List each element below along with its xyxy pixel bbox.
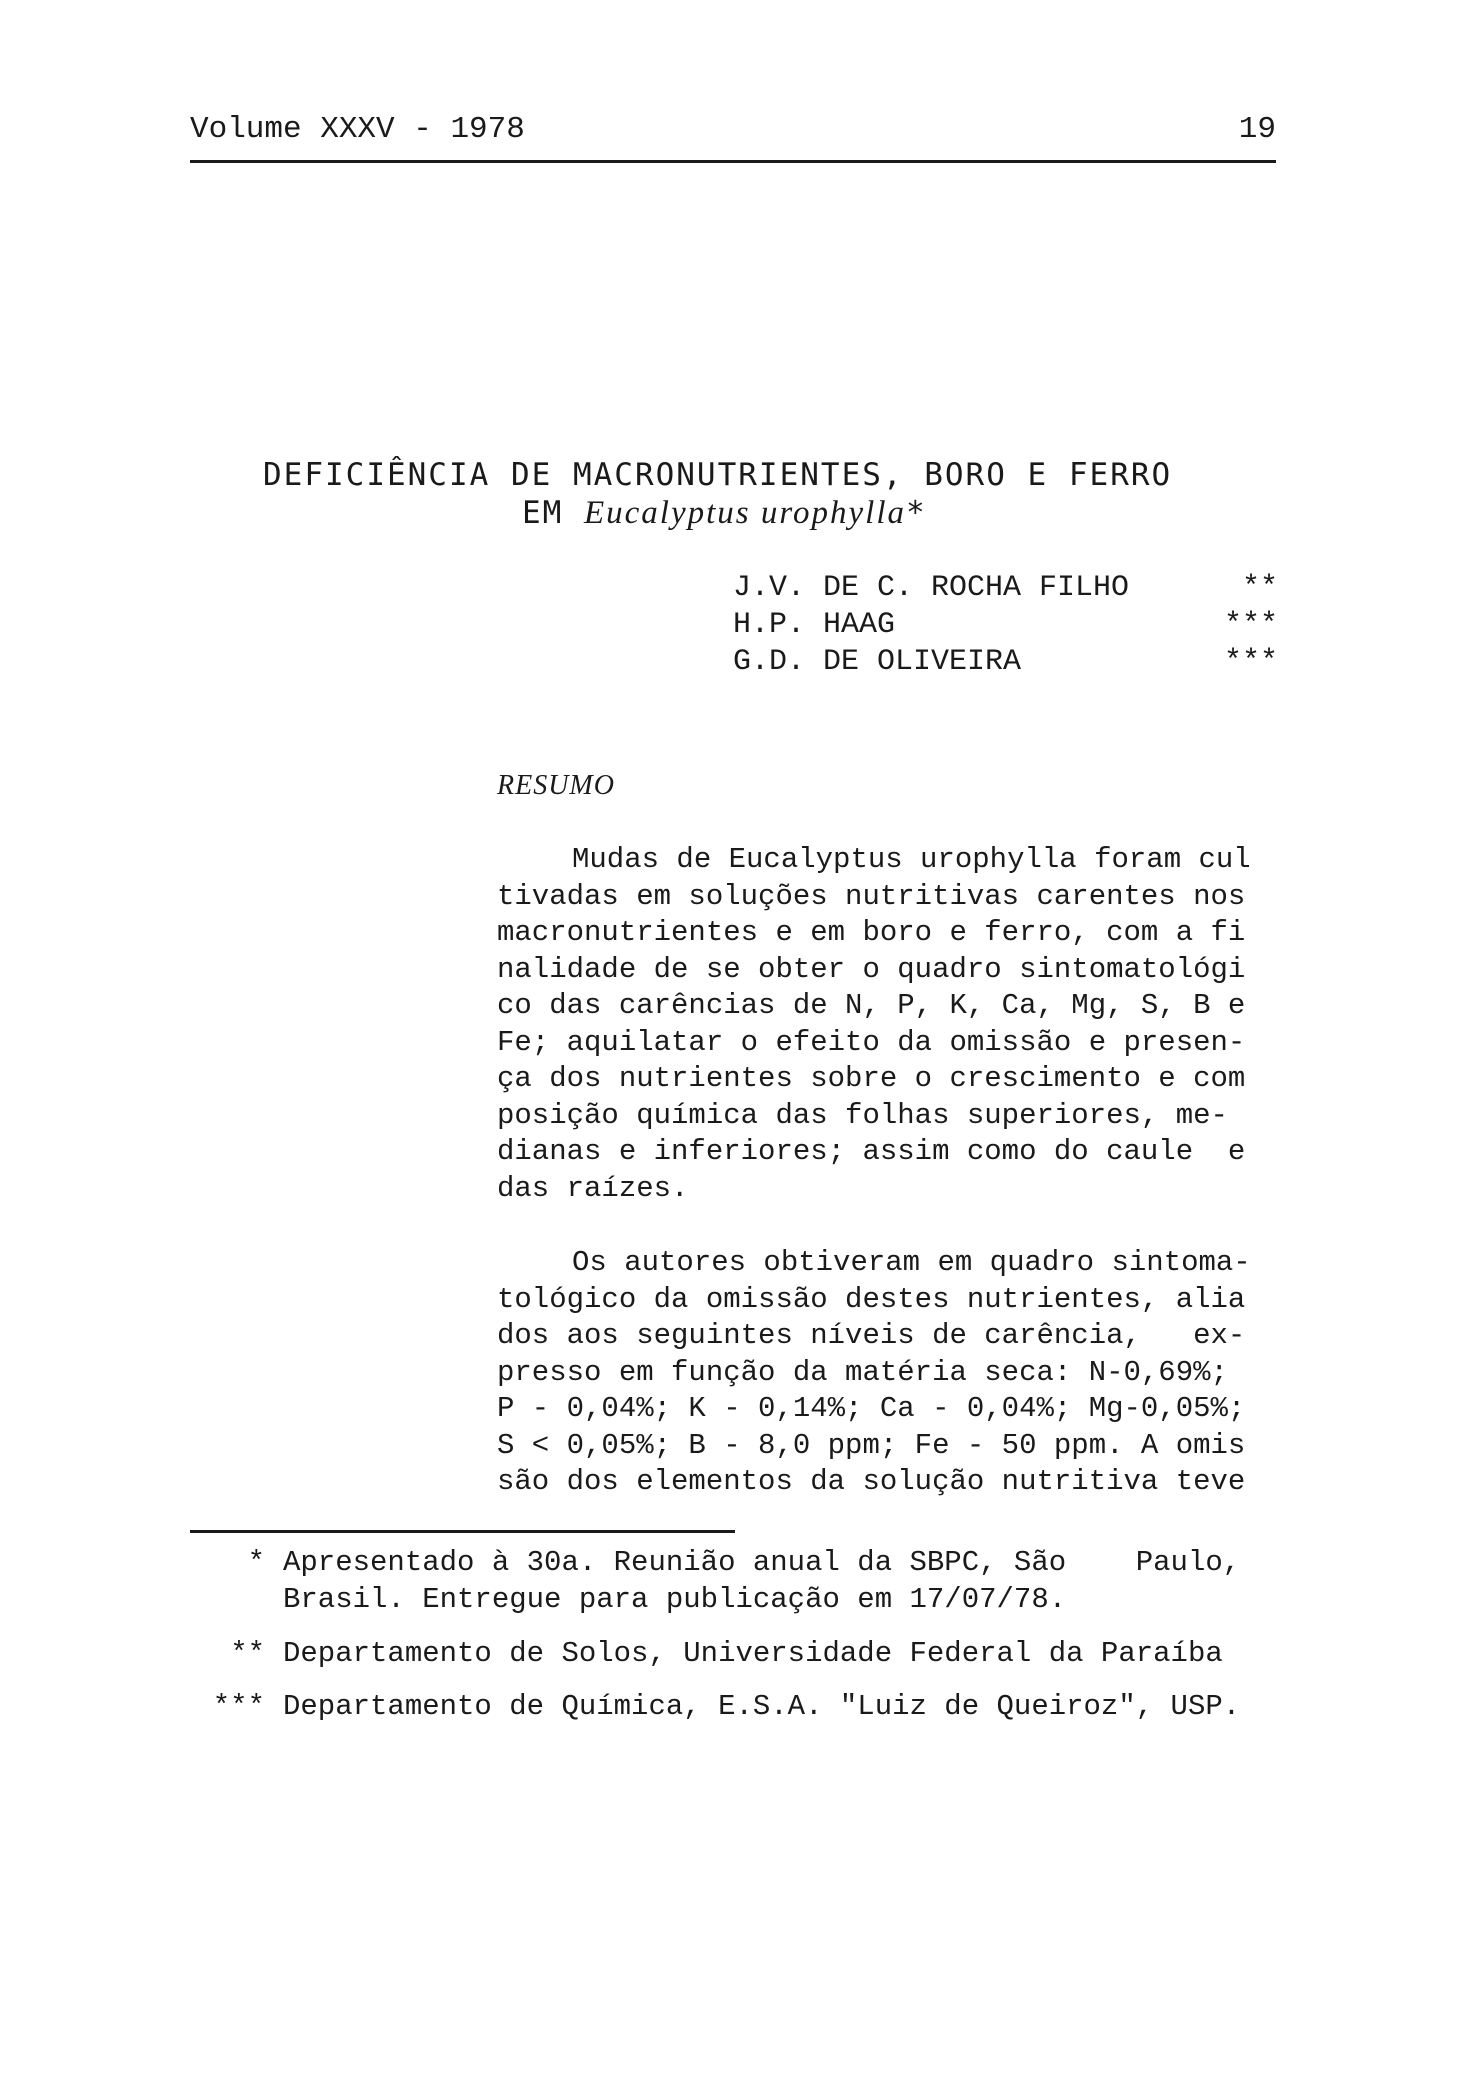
text-line: Os autores obtiveram em quadro sintoma-	[572, 1246, 1251, 1279]
title-prefix: EM	[522, 495, 584, 531]
author-name: J.V. DE C. ROCHA FILHO	[733, 571, 1130, 605]
author-name: G.D. DE OLIVEIRA	[733, 645, 1022, 679]
footnote	[195, 1545, 1285, 1625]
running-header	[190, 112, 1276, 163]
page-number: 19	[1238, 112, 1276, 147]
text-line: P - 0,04%; K - 0,14%; Ca - 0,04%; Mg-0,05%;	[497, 1392, 1246, 1425]
footnote	[195, 1689, 1285, 1729]
text-line: macronutrientes e em boro e ferro, com a fi	[497, 916, 1246, 949]
footnote-mark: **	[230, 1637, 265, 1670]
abstract-heading: RESUMO	[497, 770, 615, 801]
author-name: H.P. HAAG	[733, 608, 896, 642]
footnote-text: Brasil. Entregue para publicação em 17/07/78.	[283, 1583, 1067, 1616]
article-title-line-1: DEFICIÊNCIA DE MACRONUTRIENTES, BORO E FERRO	[263, 457, 1173, 493]
text-line: são dos elementos da solução nutritiva teve	[497, 1465, 1246, 1498]
footnote-text: Apresentado à 30a. Reunião anual da SBPC, São Paulo,	[283, 1546, 1241, 1579]
text-line: S < 0,05%; B - 8,0 ppm; Fe - 50 ppm. A omis	[497, 1428, 1246, 1462]
footnote-text: Departamento de Química, E.S.A. "Luiz de Queiroz", USP.	[283, 1690, 1241, 1723]
text-line: das raízes.	[497, 1171, 689, 1205]
footnote-mark: ***	[212, 1690, 265, 1723]
author-entry	[733, 570, 1278, 607]
author-footnote-mark: ***	[1223, 608, 1278, 642]
article-title-line-2	[522, 495, 927, 532]
text-line: co das carências de N, P, K, Ca, Mg, S, B e	[497, 989, 1246, 1022]
species-name: Eucalyptus urophylla	[584, 495, 906, 531]
text-line: nalidade de se obter o quadro sintomatológi	[497, 952, 1246, 986]
text-line: Mudas de Eucalyptus urophylla foram cul	[572, 843, 1251, 876]
text-line: dos aos seguintes níveis de carência, ex-	[497, 1319, 1246, 1352]
footnote-separator	[190, 1530, 735, 1533]
author-footnote-mark: ***	[1223, 645, 1278, 679]
text-line: Fe; aquilatar o efeito da omissão e presen-	[497, 1025, 1246, 1059]
abstract-paragraph-1	[497, 842, 1277, 1207]
footnote-text: Departamento de Solos, Universidade Federal da Paraíba	[283, 1637, 1223, 1670]
footnote-mark: *	[247, 1546, 265, 1579]
text-line: tológico da omissão destes nutrientes, alia	[497, 1282, 1246, 1316]
text-line: ça dos nutrientes sobre o crescimento e com	[497, 1062, 1246, 1095]
author-entry	[733, 607, 1278, 644]
abstract-paragraph-2	[497, 1245, 1277, 1501]
text-line: posição química das folhas superiores, me-	[497, 1098, 1228, 1132]
footnote	[195, 1636, 1285, 1676]
title-footnote-mark: *	[905, 495, 927, 531]
author-list	[733, 570, 1278, 681]
text-line: dianas e inferiores; assim como do caule e	[497, 1135, 1246, 1168]
author-footnote-mark: **	[1241, 571, 1278, 605]
text-line: presso em função da matéria seca: N-0,69%;	[497, 1355, 1228, 1389]
journal-volume: Volume XXXV - 1978	[190, 112, 525, 147]
author-entry	[733, 644, 1278, 681]
text-line: tivadas em soluções nutritivas carentes nos	[497, 879, 1246, 913]
